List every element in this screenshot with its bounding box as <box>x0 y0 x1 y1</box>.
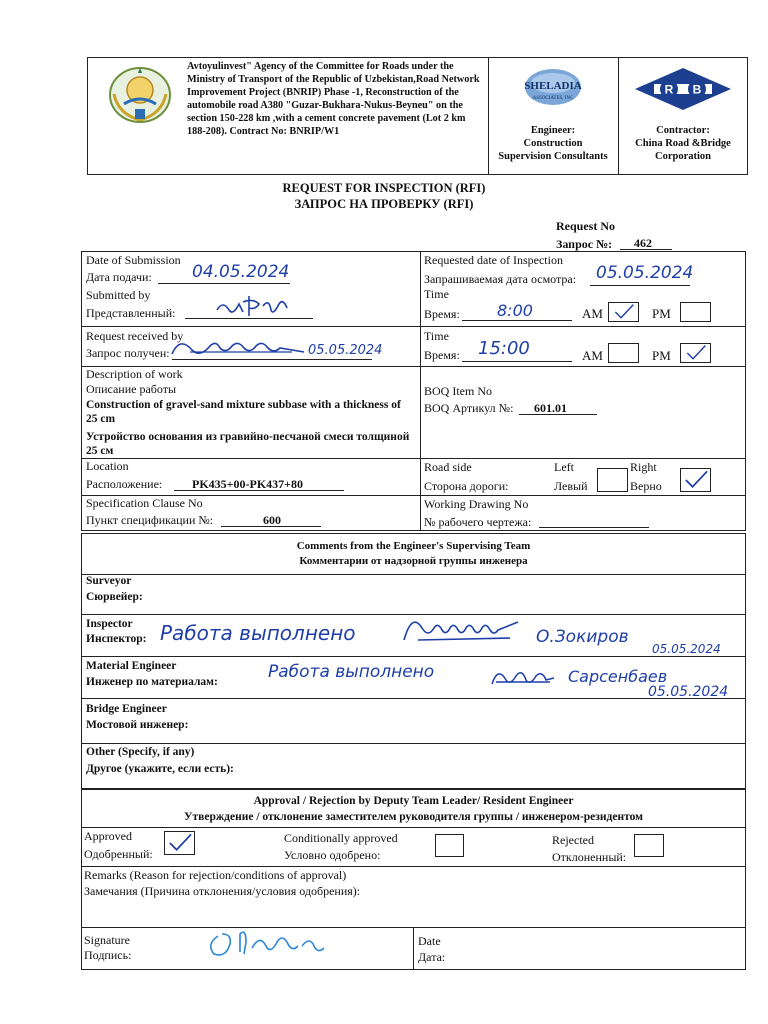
check-mark-icon <box>681 469 710 491</box>
time1-label-en: Time <box>424 287 449 301</box>
road-side-label-ru: Сторона дороги: <box>424 479 509 493</box>
rejected-label-en: Rejected <box>552 833 594 847</box>
time1-label-ru: Время: <box>424 307 460 321</box>
inspector-name: О.Зокиров <box>536 627 629 647</box>
pm2-label: PM <box>652 348 671 363</box>
received-by-label-en: Request received by <box>86 329 184 343</box>
svg-text:B: B <box>692 82 702 97</box>
contractor-name-2: Corporation <box>655 151 711 162</box>
requested-date-value: 05.05.2024 <box>596 263 694 283</box>
comments-heading-ru: Комментарии от надзорной группы инженера <box>299 555 528 567</box>
time2-value: 15:00 <box>478 338 530 359</box>
boq-label-ru: BOQ Артикул №: <box>424 401 514 415</box>
engineer-name-2: Supervision Consultants <box>498 151 608 162</box>
description-label-ru: Описание работы <box>86 382 177 396</box>
drawing-label-en: Working Drawing No <box>424 497 529 511</box>
approver-signature <box>200 924 330 964</box>
conditional-label-en: Conditionally approved <box>284 831 398 845</box>
drawing-label-ru: № рабочего чертежа: <box>424 515 532 529</box>
approved-label-ru: Одобренный: <box>84 847 153 861</box>
inspector-label-ru: Инспектор: <box>86 633 147 645</box>
inspector-date: 05.05.2024 <box>652 642 721 656</box>
remarks-label-ru: Замечания (Причина отклонения/условия одобрения): <box>84 884 361 898</box>
submitted-by-label-en: Submitted by <box>86 288 151 302</box>
boq-label-en: BOQ Item No <box>424 384 492 398</box>
remarks-label-en: Remarks (Reason for rejection/conditions of approval) <box>84 868 347 882</box>
material-note: Работа выполнено <box>268 662 435 682</box>
contractor-label: Contractor: <box>656 125 710 136</box>
approval-heading-ru: Утверждение / отклонение заместителем руководителя группы / инженером-резидентом <box>184 811 643 823</box>
svg-text:R: R <box>664 82 674 97</box>
material-signature <box>488 664 556 690</box>
date-label-ru: Дата: <box>418 950 446 964</box>
material-label-en: Material Engineer <box>86 660 177 672</box>
other-label-ru: Другое (укажите, если есть): <box>86 763 234 775</box>
location-label-ru: Расположение: <box>86 477 163 491</box>
material-label-ru: Инженер по материалам: <box>86 676 218 688</box>
location-label-en: Location <box>86 459 129 473</box>
time1-value: 8:00 <box>497 301 533 320</box>
approved-checkbox[interactable] <box>164 831 195 855</box>
check-mark-icon <box>609 303 638 321</box>
pm2-checkbox[interactable] <box>680 343 711 363</box>
pm1-checkbox[interactable] <box>680 302 711 322</box>
description-value-ru: Устройство основания из гравийно-песчаной смеси толщиной 25 см <box>86 431 410 457</box>
submission-date: 04.05.2024 <box>192 262 290 282</box>
requested-date-label-ru: Запрашиваемая дата осмотра: <box>424 272 577 286</box>
description-value-en: Construction of gravel-sand mixture subbase with a thickness of 25 cm <box>86 399 401 425</box>
submission-label-ru: Дата подачи: <box>86 270 152 284</box>
agency-text: Avtoyulinvest" Agency of the Committee for Roads under the Ministry of Transport of the Republic of Uzbekistan,Road Network Improvement Project (BNRIP) Phase -1, Reconstruction of the automobile road A380 "Guzar-Bukhara-Nukus-Beyneu" on the section 150-228 km ,with a cement concrete pavement (Lot 2 km 188-208). Contract No: BNRIP/W1 <box>187 61 480 137</box>
submitted-by-signature <box>213 290 293 320</box>
signature-label-en: Signature <box>84 933 130 947</box>
time2-label-en: Time <box>424 329 449 343</box>
bridge-label-ru: Мостовой инженер: <box>86 719 189 731</box>
am1-label: AM <box>582 306 603 321</box>
boq-value: 601.01 <box>534 401 567 415</box>
signature-label-ru: Подпись: <box>84 948 132 962</box>
left-checkbox[interactable] <box>597 468 628 492</box>
requested-date-label-en: Requested date of Inspection <box>424 253 563 267</box>
description-label-en: Description of work <box>86 367 183 381</box>
am2-checkbox[interactable] <box>608 343 639 363</box>
right-checkbox[interactable] <box>680 468 711 492</box>
am1-checkbox[interactable] <box>608 302 639 322</box>
submission-label-en: Date of Submission <box>86 253 181 267</box>
check-mark-icon <box>165 832 194 854</box>
date-label-en: Date <box>418 934 441 948</box>
approved-label-en: Approved <box>84 829 132 843</box>
sheladia-logo: SHELADIA ASSOCIATES, INC <box>515 67 591 107</box>
approval-heading-en: Approval / Rejection by Deputy Team Leader/ Resident Engineer <box>253 795 574 807</box>
uzbekistan-emblem-logo <box>104 64 176 126</box>
rejected-checkbox[interactable] <box>634 834 664 857</box>
rb-logo <box>632 66 734 112</box>
inspector-label-en: Inspector <box>86 618 133 630</box>
title-en: REQUEST FOR INSPECTION (RFI) <box>282 181 486 195</box>
material-name: Сарсенбаев <box>568 667 668 686</box>
left-label-ru: Левый <box>554 479 588 493</box>
right-label-ru: Верно <box>630 479 662 493</box>
time2-label-ru: Время: <box>424 348 460 362</box>
inspector-note: Работа выполнено <box>160 621 356 645</box>
engineer-label: Engineer: <box>530 125 576 136</box>
contractor-name-1: China Road &Bridge <box>635 138 731 149</box>
other-label-en: Other (Specify, if any) <box>86 746 195 758</box>
inspector-signature <box>398 608 528 648</box>
check-mark-icon <box>681 344 710 362</box>
received-by-label-ru: Запрос получен: <box>86 346 170 360</box>
request-no-label-ru: Запрос №: <box>556 237 613 251</box>
spec-label-ru: Пункт спецификации №: <box>86 513 214 527</box>
spec-value: 600 <box>263 513 281 527</box>
surveyor-label-en: Surveyor <box>86 575 132 587</box>
title-ru: ЗАПРОС НА ПРОВЕРКУ (RFI) <box>294 197 474 211</box>
surveyor-label-ru: Сюрвейер: <box>86 591 143 603</box>
submitted-by-label-ru: Представленный: <box>86 306 176 320</box>
location-value: PK435+00-PK437+80 <box>192 477 303 491</box>
am2-label: AM <box>582 348 603 363</box>
bridge-label-en: Bridge Engineer <box>86 703 167 715</box>
material-date: 05.05.2024 <box>648 684 729 700</box>
road-side-label-en: Road side <box>424 460 472 474</box>
conditional-checkbox[interactable] <box>435 834 464 857</box>
right-label-en: Right <box>630 460 657 474</box>
request-no-label-en: Request No <box>556 219 615 233</box>
conditional-label-ru: Условно одобрено: <box>284 848 381 862</box>
engineer-name-1: Construction <box>523 138 583 149</box>
request-no-value: 462 <box>634 236 652 250</box>
rejected-label-ru: Отклоненный: <box>552 850 627 864</box>
received-by-signature <box>170 334 310 362</box>
received-date: 05.05.2024 <box>308 343 383 358</box>
pm1-label: PM <box>652 306 671 321</box>
left-label-en: Left <box>554 460 574 474</box>
spec-label-en: Specification Clause No <box>86 496 203 510</box>
comments-heading-en: Comments from the Engineer's Supervising Team <box>296 540 531 552</box>
